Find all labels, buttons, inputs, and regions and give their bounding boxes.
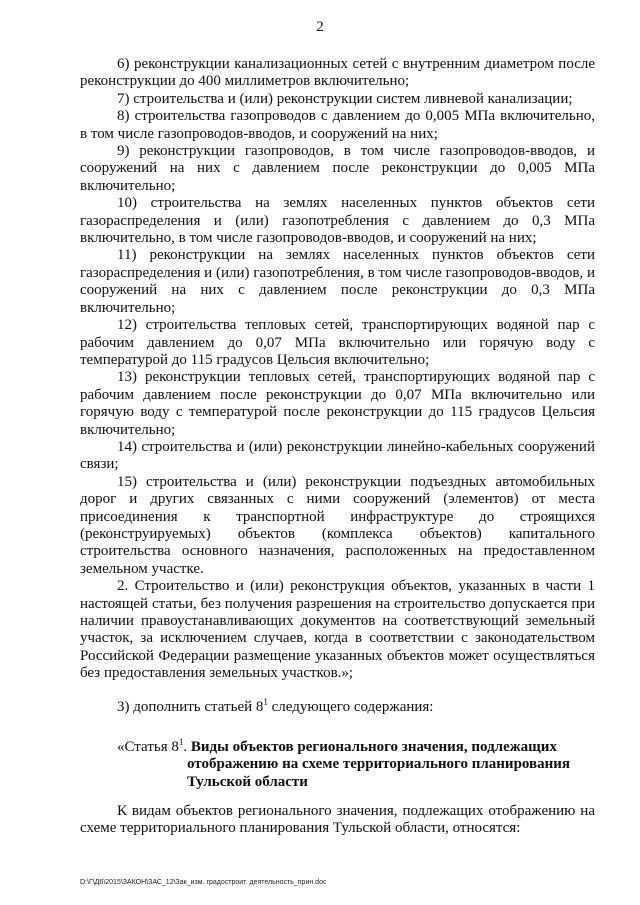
amendment-line <box>117 699 433 716</box>
article-title-line-3: Тульской области <box>187 773 308 790</box>
amendment-tail: следующего содержания: <box>267 699 434 715</box>
list-item-7: 7) строительства и (или) реконструкции систем ливневой канализации; <box>117 90 573 107</box>
list-item-12: 12) строительства тепловых сетей, транспортирующих водяной пар с рабочим давлением до 0,07 МПа включительно или горячую воду с температурой до 115 градусов Цельсия включительно; <box>80 317 595 368</box>
part-2-paragraph: 2. Строительство и (или) реконструкция объектов, указанных в части 1 настоящей статьи, без получения разрешения на строительство допускается при наличии правоустанавливающих документов на соответствующий земельный участок, за исключением случаев, когда в соответствии с законодательством Российской Федерации размещение указанных объектов может осуществляться без предоставления земельных участков.»; <box>80 578 595 682</box>
article-title-line-2: отображению на схеме территориального планирования <box>187 756 571 773</box>
list-item-14: 14) строительства и (или) реконструкции линейно-кабельных сооружений связи; <box>80 438 595 473</box>
list-item-13: 13) реконструкции тепловых сетей, транспортирующих водяной пар с рабочим давлением после реконструкции до 0,07 МПа включительно или горячую воду с температурой после реконструкции до 115 градусов Цельсия включительно; <box>80 369 595 438</box>
list-item-9: 9) реконструкции газопроводов, в том числе газопроводов-вводов, и сооружений на них с давлением после реконструкции до 0,005 МПа включительно; <box>80 143 595 194</box>
amendment-superscript: 1 <box>263 697 268 707</box>
article-heading <box>117 739 587 791</box>
amendment-text: 3) дополнить статьей 8 <box>117 699 264 715</box>
article-dot: . <box>183 739 191 755</box>
article-superscript: 1 <box>178 737 184 747</box>
list-item-8: 8) строительства газопроводов с давлением до 0,005 МПа включительно, в том числе газопроводов-вводов, и сооружений на них; <box>80 108 595 142</box>
article-title-line-1: Виды объектов регионального значения, подлежащих <box>190 739 557 755</box>
page-number: 2 <box>316 19 324 35</box>
list-item-15: 15) строительства и (или) реконструкции подъездных автомобильных дорог и других связанных с ними сооружений (элементов) от места присоединения к транспортной инфраструктуре до строящихся (реконструируемых) объектов (комплекса объектов) капитального строительства основного назначения, расположенных на предоставленном земельном участке. <box>80 473 595 577</box>
document-body <box>80 56 595 683</box>
list-item-11: 11) реконструкции на землях населенных пунктов объектов сети газораспределения и (или) газопотребления, в том числе газопроводов-вводов, и сооружений на них с давлением после реконструкции до 0,3 МПа включительно; <box>80 247 595 316</box>
list-item-6: 6) реконструкции канализационных сетей с внутренним диаметром после реконструкции до 400 миллиметров включительно; <box>80 56 595 90</box>
list-item-10: 10) строительства на землях населенных пунктов объектов сети газораспределения и (или) газопотребления с давлением до 0,3 МПа включительно, в том числе газопроводов-вводов, и сооружений на них; <box>80 195 595 247</box>
footer-file-path: D:\Г\Д6\2015\ЗАКОН\ЗАС_12\Зак_изм. градостроит. деятельность_прин.doc <box>80 879 327 886</box>
article-lead: «Статья 8 <box>117 739 179 755</box>
article-intro-paragraph: К видам объектов регионального значения, подлежащих отображению на схеме территориального планирования Тульской области, относятся: <box>80 803 595 837</box>
